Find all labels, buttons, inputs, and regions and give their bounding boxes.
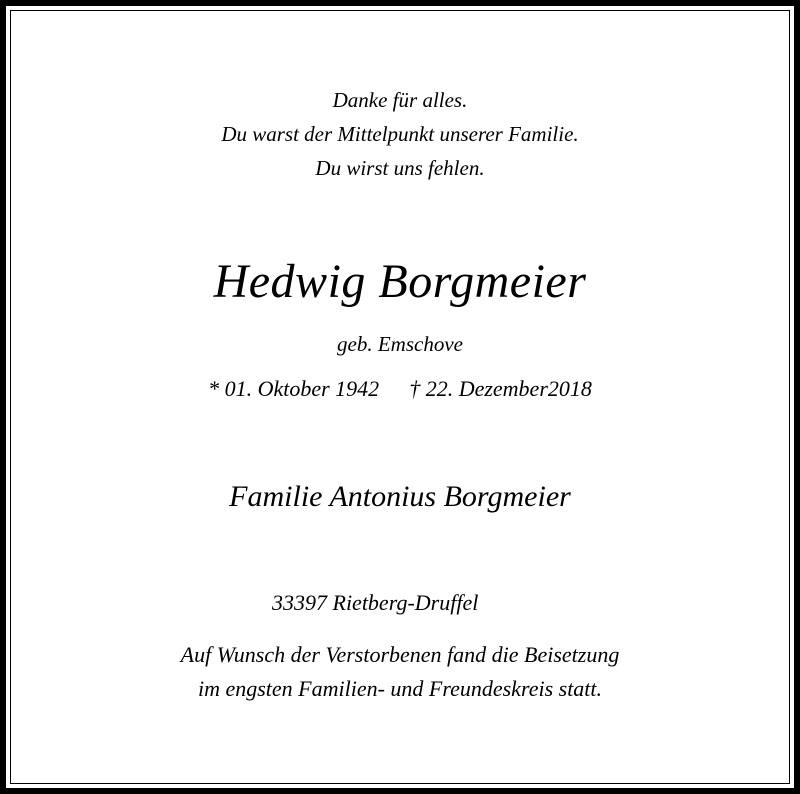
- mourning-family: Familie Antonius Borgmeier: [229, 480, 571, 513]
- family-location: 33397 Rietberg-Druffel: [272, 590, 479, 615]
- verse-line-1: Danke für alles.: [332, 88, 468, 112]
- verse-line-2: Du warst der Mittelpunkt unserer Familie.: [221, 122, 579, 146]
- deceased-name: Hedwig Borgmeier: [213, 255, 587, 308]
- life-dates: [0, 378, 800, 400]
- verse-line-3: Du wirst uns fehlen.: [315, 156, 485, 180]
- maiden-name: geb. Emschove: [337, 332, 463, 356]
- birth-date: * 01. Oktober 1942: [208, 376, 380, 401]
- notice-line-1: Auf Wunsch der Verstorbenen fand die Beisetzung: [180, 642, 620, 667]
- notice-line-2: im engsten Familien- und Freundeskreis statt.: [197, 676, 603, 701]
- death-date: † 22. Dezember2018: [409, 376, 592, 401]
